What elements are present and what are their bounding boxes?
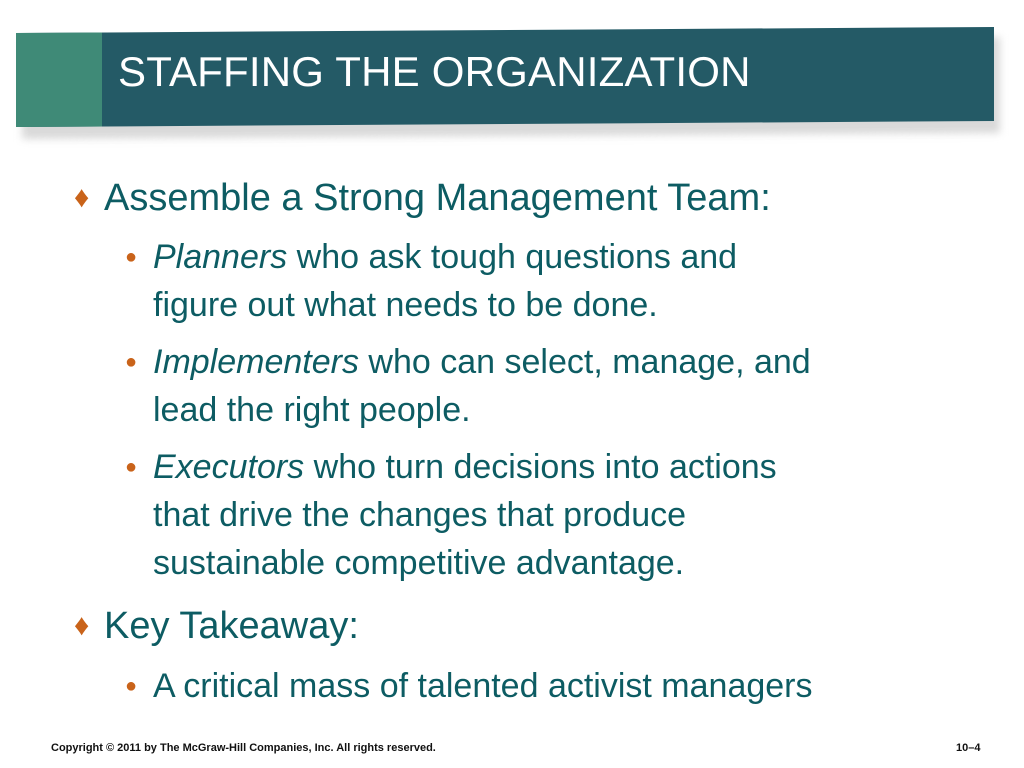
title-accent-block [16, 32, 102, 127]
planners-term: Planners [153, 238, 288, 276]
dot-bullet-icon: ● [125, 456, 138, 478]
dot-bullet-icon: ● [125, 246, 138, 268]
bullet-assemble-team [74, 176, 771, 220]
critical-mass-line-1: A critical mass of talented activist managers [153, 667, 813, 705]
diamond-bullet-icon: ♦ [74, 609, 90, 642]
implementers-line-1: who can select, manage, and [368, 343, 811, 381]
executors-line-2: that drive the changes that produce [153, 496, 687, 534]
bullet-text: Assemble a Strong Management Team: [104, 177, 771, 219]
implementers-term: Implementers [153, 343, 359, 381]
sub-bullet-executors-continuation [153, 491, 686, 539]
executors-term: Executors [153, 448, 305, 486]
sub-bullet-executors [125, 443, 777, 491]
sub-bullet-planners [125, 233, 738, 281]
copyright-notice: Copyright © 2011 by The McGraw-Hill Companies, Inc. All rights reserved. [51, 742, 436, 754]
sub-bullet-critical-mass [125, 662, 813, 710]
executors-line-3: sustainable competitive advantage. [153, 544, 685, 582]
sub-bullet-planners-continuation [153, 281, 658, 329]
bullet-key-takeaway [74, 604, 359, 648]
sub-bullet-implementers-continuation [153, 386, 471, 434]
planners-line-2: figure out what needs to be done. [153, 286, 658, 324]
planners-line-1: who ask tough questions and [296, 238, 738, 276]
sub-bullet-executors-continuation [153, 539, 684, 587]
executors-line-1: who turn decisions into actions [313, 448, 777, 486]
dot-bullet-icon: ● [125, 675, 138, 697]
bullet-text: Key Takeaway: [104, 605, 359, 647]
page-number: 10–4 [956, 742, 981, 754]
sub-bullet-implementers [125, 338, 811, 386]
diamond-bullet-icon: ♦ [74, 181, 90, 214]
implementers-line-2: lead the right people. [153, 391, 471, 429]
slide-title: STAFFING THE ORGANIZATION [118, 48, 751, 95]
dot-bullet-icon: ● [125, 351, 138, 373]
